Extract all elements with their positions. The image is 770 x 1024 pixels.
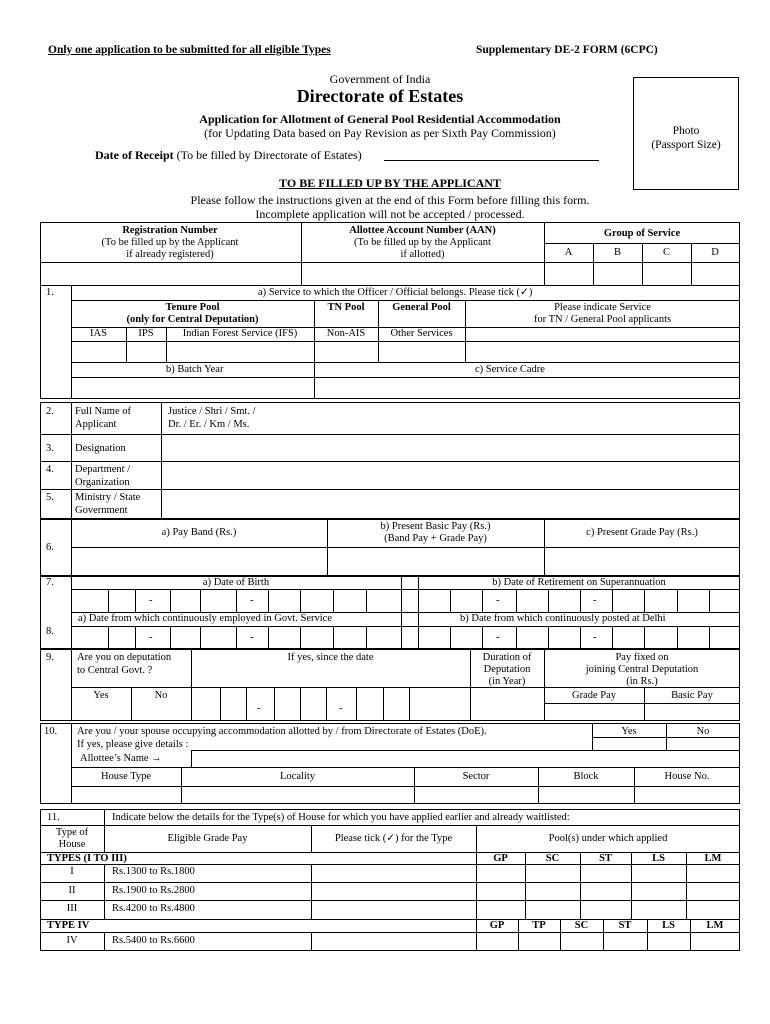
deputation-date-field[interactable] [193, 689, 469, 720]
form-code: Supplementary DE-2 FORM (6CPC) [476, 44, 658, 56]
deputation-yes-tick[interactable] [73, 703, 130, 720]
photo-label: Photo [672, 125, 700, 137]
basic-pay-label-2: (Band Pay + Grade Pay) [384, 533, 487, 544]
grade-pay-fixed-field[interactable] [546, 705, 643, 720]
type-iii-pay: Rs.4200 to Rs.4800 [112, 903, 195, 914]
deputation-yes: Yes [93, 690, 109, 701]
pool4-sc: SC [574, 920, 589, 931]
deputation-no-tick[interactable] [133, 703, 190, 720]
employed-since-label: a) Date from which continuously employed in Govt. Service [78, 613, 332, 624]
type-of-2: House [58, 839, 86, 850]
photo-box[interactable] [633, 77, 739, 190]
receipt-row [95, 148, 362, 163]
duration-field[interactable] [472, 689, 543, 720]
ips-option: IPS [138, 328, 154, 339]
ifs-option: Indian Forest Service (IFS) [182, 328, 298, 339]
tenure-pool-note: (only for Central Deputation) [126, 314, 259, 325]
pool-ls: LS [652, 853, 665, 864]
doe-yes-tick[interactable] [594, 739, 665, 749]
s5-label-2: Government [75, 505, 128, 516]
pool-st: ST [599, 853, 612, 864]
reg-sub1: (To be filled up by the Applicant [101, 237, 239, 248]
type-ii-tick[interactable] [313, 884, 475, 899]
eligible-grade-pay-col: Eligible Grade Pay [167, 833, 248, 844]
pool4-tp: TP [532, 920, 546, 931]
type-ii: II [68, 885, 76, 896]
pools-col: Pool(s) under which applied [548, 833, 668, 844]
pool-lm: LM [704, 853, 722, 864]
deputation-q2: to Central Govt. ? [77, 665, 153, 676]
s2-num: 2. [46, 406, 54, 417]
doe-question: Are you / your spouse occupying accommodation allotted by / from Directorate of Estates (DoE). [77, 726, 487, 737]
deputation-q1: Are you on deputation [77, 652, 172, 663]
sector-col: Sector [462, 771, 490, 782]
allottee-name-label: Allottee’s Name → [80, 753, 162, 764]
ias-tick[interactable] [73, 343, 125, 361]
form-subtitle2: (for Updating Data based on Pay Revision as per Sixth Pay Commission) [204, 126, 556, 140]
pools-types-1-3-field[interactable] [478, 866, 739, 918]
aan-title: Allottee Account Number (AAN) [349, 225, 496, 236]
designation-field[interactable] [163, 436, 738, 460]
type-ii-pay: Rs.1900 to Rs.2800 [112, 885, 195, 896]
s5-num: 5. [46, 492, 54, 503]
type-i: I [70, 866, 74, 877]
other-services-option: Other Services [390, 328, 453, 339]
doe-ifyes: If yes, please give details : [77, 739, 189, 750]
retirement-date-field[interactable] [420, 591, 739, 611]
s8-num: 8. [46, 626, 54, 637]
s5-label-1: Ministry / State [75, 492, 141, 503]
dob-field[interactable] [73, 591, 400, 611]
pool-sc: SC [545, 853, 560, 864]
posted-delhi-field[interactable] [420, 628, 739, 648]
date-sep: - [496, 632, 500, 643]
dob-label: a) Date of Birth [202, 577, 270, 588]
s11-num: 11. [47, 812, 60, 823]
date-sep: - [250, 595, 254, 606]
receipt-note: (To be filled by Directorate of Estates) [176, 148, 362, 162]
pool4-st: ST [618, 920, 632, 931]
doe-no-tick[interactable] [668, 739, 739, 749]
duration-3: (in Year) [488, 676, 526, 687]
block-field[interactable] [540, 788, 633, 803]
basic-pay-label-1: b) Present Basic Pay (Rs.) [380, 521, 491, 532]
date-sep: - [496, 595, 500, 606]
batch-year-label: b) Batch Year [166, 364, 224, 375]
duration-1: Duration of [482, 652, 532, 663]
instruction-2: Incomplete application will not be accepted / processed. [255, 207, 525, 221]
type-iii: III [66, 903, 78, 914]
s6-num: 6. [46, 542, 54, 553]
types-1-3-heading: TYPES (I TO III) [47, 853, 127, 864]
grade-pay-col: Grade Pay [571, 690, 617, 701]
non-ais-option: Non-AIS [326, 328, 366, 339]
ministry-field[interactable] [163, 491, 738, 518]
instruction-1: Please follow the instructions given at the end of this Form before filling this form. [190, 193, 590, 207]
basic-pay-fixed-field[interactable] [646, 705, 739, 720]
service-cadre-label: c) Service Cadre [475, 364, 545, 375]
title-options-2: Dr. / Er. / Km / Ms. [168, 419, 250, 430]
s1-a-label: a) Service to which the Officer / Official belongs. Please tick (✓) [258, 287, 533, 298]
date-sep: - [149, 595, 153, 606]
s11-description: Indicate below the details for the Type(s) of House for which you have applied earlier and already waitlisted: [112, 812, 570, 823]
non-ais-tick[interactable] [316, 343, 377, 361]
receipt-line[interactable] [384, 160, 599, 161]
duration-2: Deputation [483, 664, 531, 675]
house-type-col: House Type [100, 771, 152, 782]
type-iii-tick[interactable] [313, 902, 475, 918]
group-title: Group of Service [603, 228, 681, 239]
type-iv-pay: Rs.5400 to Rs.6600 [112, 935, 195, 946]
pool-gp: GP [493, 853, 508, 864]
date-sep: - [593, 632, 597, 643]
group-b: B [613, 247, 621, 258]
aan-sub1: (To be filled up by the Applicant [354, 237, 491, 248]
service-indicate-field[interactable] [467, 302, 738, 360]
basic-pay-field[interactable] [329, 549, 543, 575]
grade-pay-label: c) Present Grade Pay (Rs.) [586, 527, 698, 538]
please-indicate-2: for TN / General Pool applicants [533, 314, 672, 325]
please-indicate-1: Please indicate Service [554, 302, 651, 313]
s10-num: 10. [44, 726, 58, 737]
since-date-label: If yes, since the date [287, 652, 374, 663]
date-sep: - [593, 595, 597, 606]
pay-band-field[interactable] [73, 549, 326, 575]
pay-fixed-2: joining Central Deputation [585, 664, 699, 675]
employed-since-field[interactable] [73, 628, 400, 648]
gov-label: Government of India [329, 72, 431, 86]
group-d: D [711, 247, 719, 258]
aan-field[interactable] [303, 264, 542, 283]
pay-fixed-3: (in Rs.) [626, 676, 658, 687]
grade-pay-field[interactable] [546, 549, 739, 575]
page-title: Directorate of Estates [296, 86, 464, 106]
reg-title: Registration Number [122, 225, 218, 236]
allottee-name-field[interactable] [193, 752, 591, 766]
tenure-pool: Tenure Pool [165, 302, 220, 313]
s3-label: Designation [75, 443, 126, 454]
pay-band-label: a) Pay Band (Rs.) [161, 527, 237, 538]
date-sep: - [257, 703, 261, 714]
retirement-label: b) Date of Retirement on Superannuation [492, 577, 666, 588]
general-pool: General Pool [392, 302, 451, 313]
type-i-tick[interactable] [313, 866, 475, 881]
group-a: A [564, 247, 573, 258]
locality-field[interactable] [183, 788, 413, 803]
s2-label-1: Full Name of [75, 406, 131, 417]
aan-sub2: if allotted) [400, 249, 445, 260]
ifs-tick[interactable] [168, 343, 313, 361]
s9-num: 9. [46, 652, 54, 663]
pool4-ls: LS [662, 920, 675, 931]
house-type-field[interactable] [73, 788, 180, 803]
other-services-tick[interactable] [380, 343, 464, 361]
s1-num: 1. [46, 287, 54, 298]
type-iv: IV [66, 935, 78, 946]
posted-delhi-label: b) Date from which continuously posted at Delhi [460, 613, 666, 624]
type-of-1: Type of [55, 827, 89, 838]
department-field[interactable] [163, 463, 738, 488]
pool4-gp: GP [489, 920, 505, 931]
s4-num: 4. [46, 464, 54, 475]
s3-num: 3. [46, 443, 54, 454]
house-no-col: House No. [664, 771, 710, 782]
doe-no: No [696, 726, 710, 737]
photo-size: (Passport Size) [651, 139, 721, 151]
form-subtitle: Application for Allotment of General Pool Residential Accommodation [199, 112, 561, 126]
to-fill-heading: TO BE FILLED UP BY THE APPLICANT [279, 176, 501, 190]
type-i-pay: Rs.1300 to Rs.1800 [112, 866, 195, 877]
doe-yes: Yes [621, 726, 637, 737]
s4-label-2: Organization [75, 477, 130, 488]
service-cadre-field[interactable] [316, 379, 739, 398]
group-c: C [662, 247, 670, 258]
header-note: Only one application to be submitted for all eligible Types [48, 44, 331, 56]
title-options-1: Justice / Shri / Smt. / [168, 406, 256, 417]
basic-pay-col: Basic Pay [671, 690, 713, 701]
date-sep: - [250, 632, 254, 643]
date-sep: - [149, 632, 153, 643]
reg-sub2: if already registered) [126, 249, 214, 260]
s4-label-1: Department / [75, 464, 131, 475]
tn-pool: TN Pool [327, 302, 365, 313]
tick-type-col: Please tick (✓) for the Type [334, 833, 453, 844]
pay-fixed-1: Pay fixed on [615, 652, 669, 663]
deputation-no: No [154, 690, 168, 701]
sector-field[interactable] [416, 788, 537, 803]
pool4-lm: LM [706, 920, 724, 931]
date-sep: - [339, 703, 343, 714]
locality-col: Locality [280, 771, 315, 782]
receipt-label: Date of Receipt [95, 148, 174, 162]
s7-num: 7. [46, 577, 54, 588]
house-no-field[interactable] [636, 788, 739, 803]
type-iv-tick[interactable] [313, 934, 475, 950]
block-col: Block [573, 771, 599, 782]
batch-year-field[interactable] [73, 379, 313, 398]
ias-option: IAS [90, 328, 107, 339]
s2-label-2: Applicant [75, 419, 117, 430]
type-iv-heading: TYPE IV [47, 920, 90, 931]
reg-number-field[interactable] [42, 264, 299, 283]
ips-tick[interactable] [128, 343, 165, 361]
full-name-field[interactable] [270, 404, 738, 433]
pools-type-iv-field[interactable] [478, 934, 739, 950]
